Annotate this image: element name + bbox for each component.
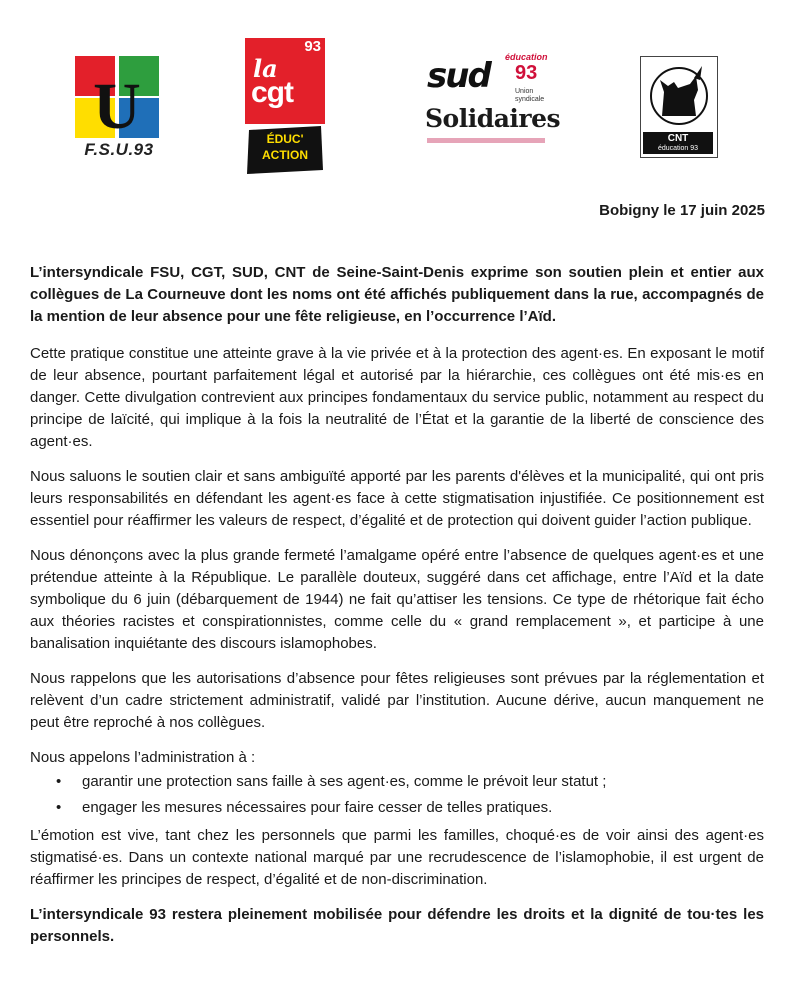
demands-list [30, 771, 764, 819]
fsu-logo [73, 54, 165, 164]
cgt-number: 93 [304, 38, 321, 55]
sud-logo [425, 52, 561, 152]
sud-name: sud [427, 56, 490, 96]
list-item [56, 797, 764, 819]
paragraph-2: Nous saluons le soutien clair et sans ambiguïté apporté par les parents d'élèves et la municipalité, qui ont pris leurs responsabilités en défendant les agent·es face à cette stigmatisation injustifiée. Ce positionnement est essentiel pour réaffirmer les valeurs de respect, d’égalité et de protection qui doivent guider l’action publique. [30, 468, 764, 529]
paragraph-4: Nous rappelons que les autorisations d’absence pour fêtes religieuses sont prévues par la réglementation et relèvent d’un cadre strictement administratif, validé par l’institution. Aucune dérive, aucun manquement ne peut être reproché à nos collègues. [30, 670, 764, 731]
cnt-sub: éducation 93 [657, 145, 699, 152]
sud-solidaires: Solidaires [425, 104, 561, 133]
paragraph-1: Cette pratique constitue une atteinte grave à la vie privée et à la protection des agent·es. En exposant le motif de leur absence, pourtant parfaitement légal et autorisé par la hiérarchie, ces collègues ont été mis·es en danger. Cette divulgation contrevient aux principes fondamentaux du service public, notamment au respect du principe de laïcité, qui implique à la fois la neutralité de l’État et la garantie de la liberté de conscience des agent·es. [30, 345, 764, 450]
fsu-emblem-icon [73, 54, 165, 140]
bullet-icon: • [56, 773, 62, 790]
cgt-la: la [253, 54, 278, 83]
list-item-text: engager les mesures nécessaires pour faire cesser de telles pratiques. [82, 799, 553, 816]
cgt-logo [245, 38, 325, 176]
black-cat-icon [640, 56, 718, 132]
logos-header [0, 36, 809, 176]
document-date: Bobigny le 17 juin 2025 [599, 202, 765, 219]
sud-number: 93 [515, 62, 538, 84]
lead-paragraph: L’intersyndicale FSU, CGT, SUD, CNT de Seine-Saint-Denis exprime son soutien plein et entier aux collègues de La Courneuve dont les noms ont été affichés publiquement dans la rue, accompagnés de la mention de leur absence pour une fête religieuse, en l’occurrence l’Aïd. [30, 264, 764, 325]
paragraph-6: L’émotion est vive, tant chez les personnels que parmi les familles, choqué·es de voir ainsi des agent·es stigmatisé·es. Dans un contexte national marqué par une recrudescence de l’islamophobie, il est urgent de réaffirmer les principes de respect, d’égalité et de non-discrimination. [30, 827, 764, 888]
sud-union-word: Union [515, 88, 534, 95]
list-item-text: garantir une protection sans faille à ses agent·es, comme le prévoit leur statut ; [82, 773, 607, 790]
sud-syndicale-word: syndicale [515, 96, 545, 103]
list-item [56, 771, 764, 793]
document-body [30, 262, 764, 961]
fsu-name: F.S.U.93 [84, 140, 154, 159]
sud-union-syndicale [515, 88, 544, 104]
closing-paragraph: L’intersyndicale 93 restera pleinement mobilisée pour défendre les droits et la dignité de tou·tes les personnels. [30, 906, 764, 945]
cnt-logo [640, 56, 720, 160]
cgt-educ-action [245, 124, 325, 176]
paragraph-3: Nous dénonçons avec la plus grande fermeté l’amalgame opéré entre l’absence de quelques agent·es et une prétendue atteinte à la République. Le parallèle douteux, suggéré dans cet affichage, entre l’Aïd et la date symbolique du 6 juin (débarquement de 1944) ne fait qu’attiser les tensions. Ce type de rhétorique fait écho aux théories racistes et conspirationnistes, comme celle du « grand remplacement », et participe à une banalisation inquiétante des discours islamophobes. [30, 547, 764, 652]
bullet-icon: • [56, 799, 62, 816]
fsu-letter: U [93, 70, 141, 140]
cgt-name: cgt [251, 76, 293, 109]
sud-education: éducation [505, 52, 548, 62]
cgt-educ-line1: ÉDUC' [266, 132, 304, 146]
sud-underline [427, 138, 545, 143]
cnt-name: CNT [667, 133, 689, 144]
paragraph-5: Nous appelons l’administration à : [30, 749, 256, 766]
cgt-educ-line2: ACTION [262, 148, 308, 162]
